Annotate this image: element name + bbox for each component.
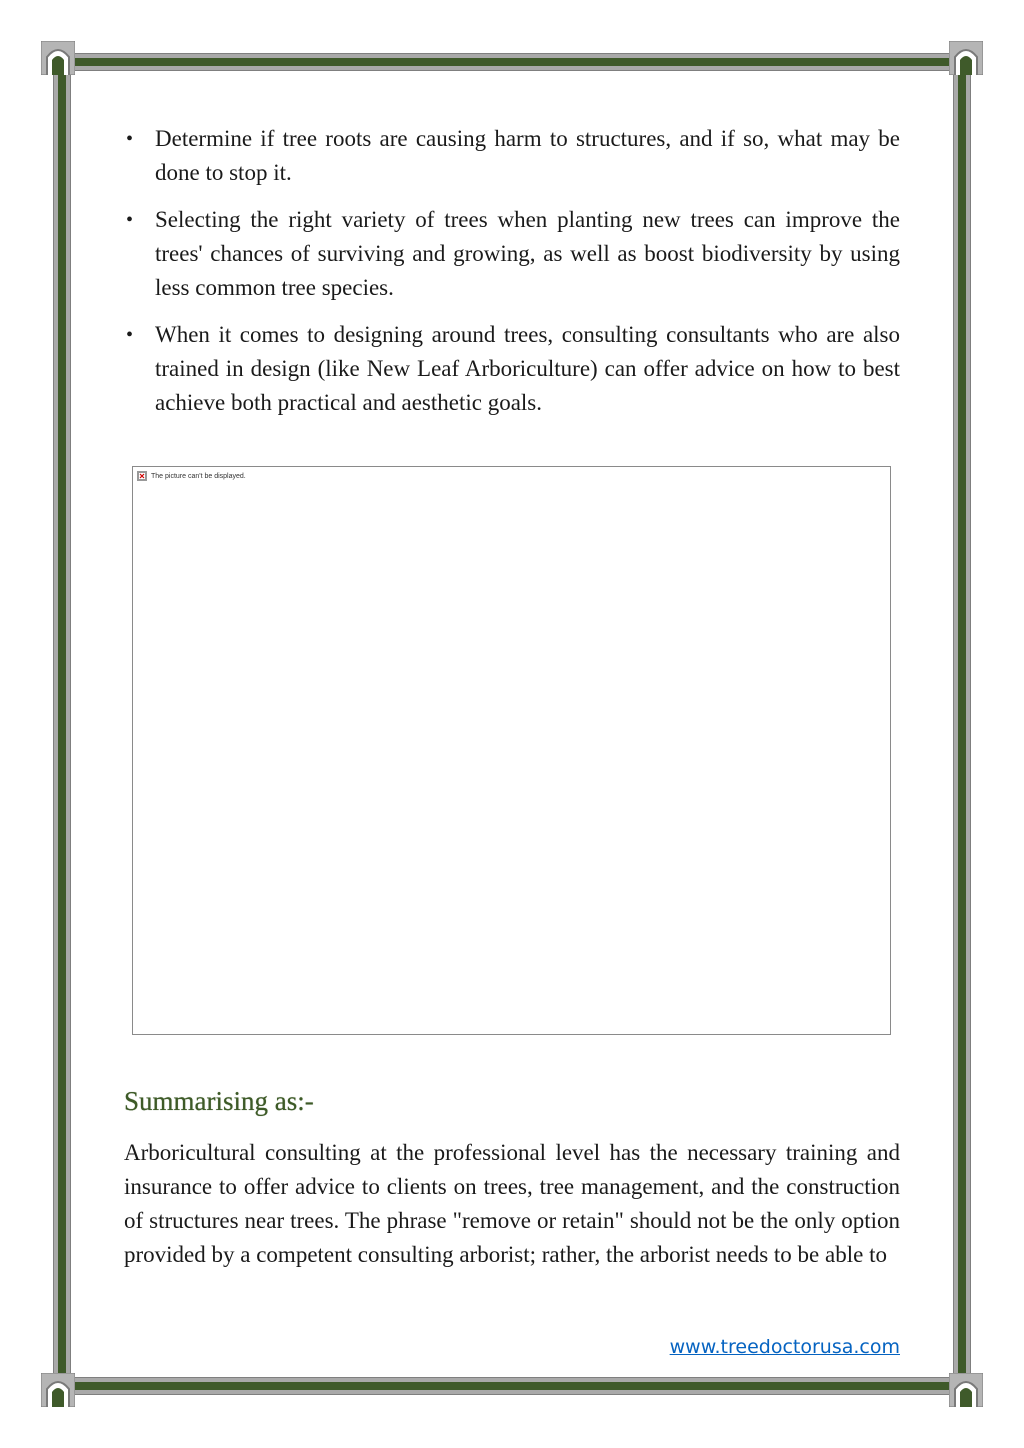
arch-ornament-icon [949, 1373, 983, 1407]
arch-ornament-icon [949, 41, 983, 75]
bullet-icon: • [126, 324, 134, 346]
bullet-list [124, 122, 900, 420]
broken-image-notice [137, 471, 246, 481]
section-heading: Summarising as:- [124, 1086, 314, 1116]
arch-ornament-icon [41, 41, 75, 75]
frame-top-border [60, 54, 964, 70]
broken-image-icon [137, 471, 147, 481]
footer-website-link[interactable]: www.treedoctorusa.com [669, 1336, 900, 1358]
bullet-section [124, 122, 900, 433]
frame-bottom-border [60, 1378, 964, 1394]
list-item-text: When it comes to designing around trees, consulting consultants who are also trained in design (like New Leaf Arboriculture) can offer advice on how to best achieve both practical and aesthetic goals. [155, 322, 900, 415]
broken-image-text: The picture can't be displayed. [151, 472, 246, 480]
list-item-text: Selecting the right variety of trees when planting new trees can improve the trees' chances of surviving and growing, as well as boost biodiversity by using less common tree species. [155, 207, 900, 300]
frame-right-border [954, 60, 970, 1388]
list-item [124, 122, 900, 190]
image-placeholder [132, 466, 891, 1035]
bullet-icon: • [126, 128, 134, 150]
frame-left-border [54, 60, 70, 1388]
bullet-icon: • [126, 209, 134, 231]
arch-ornament-icon [41, 1373, 75, 1407]
list-item-text: Determine if tree roots are causing harm to structures, and if so, what may be done to stop it. [155, 126, 900, 185]
summary-paragraph: Arboricultural consulting at the professional level has the necessary training and insurance to offer advice to clients on trees, tree management, and the construction of structures near trees. The phrase "remove or retain" should not be the only option provided by a competent consulting arborist; rather, the arborist needs to be able to [124, 1140, 900, 1267]
list-item [124, 203, 900, 305]
list-item [124, 318, 900, 420]
